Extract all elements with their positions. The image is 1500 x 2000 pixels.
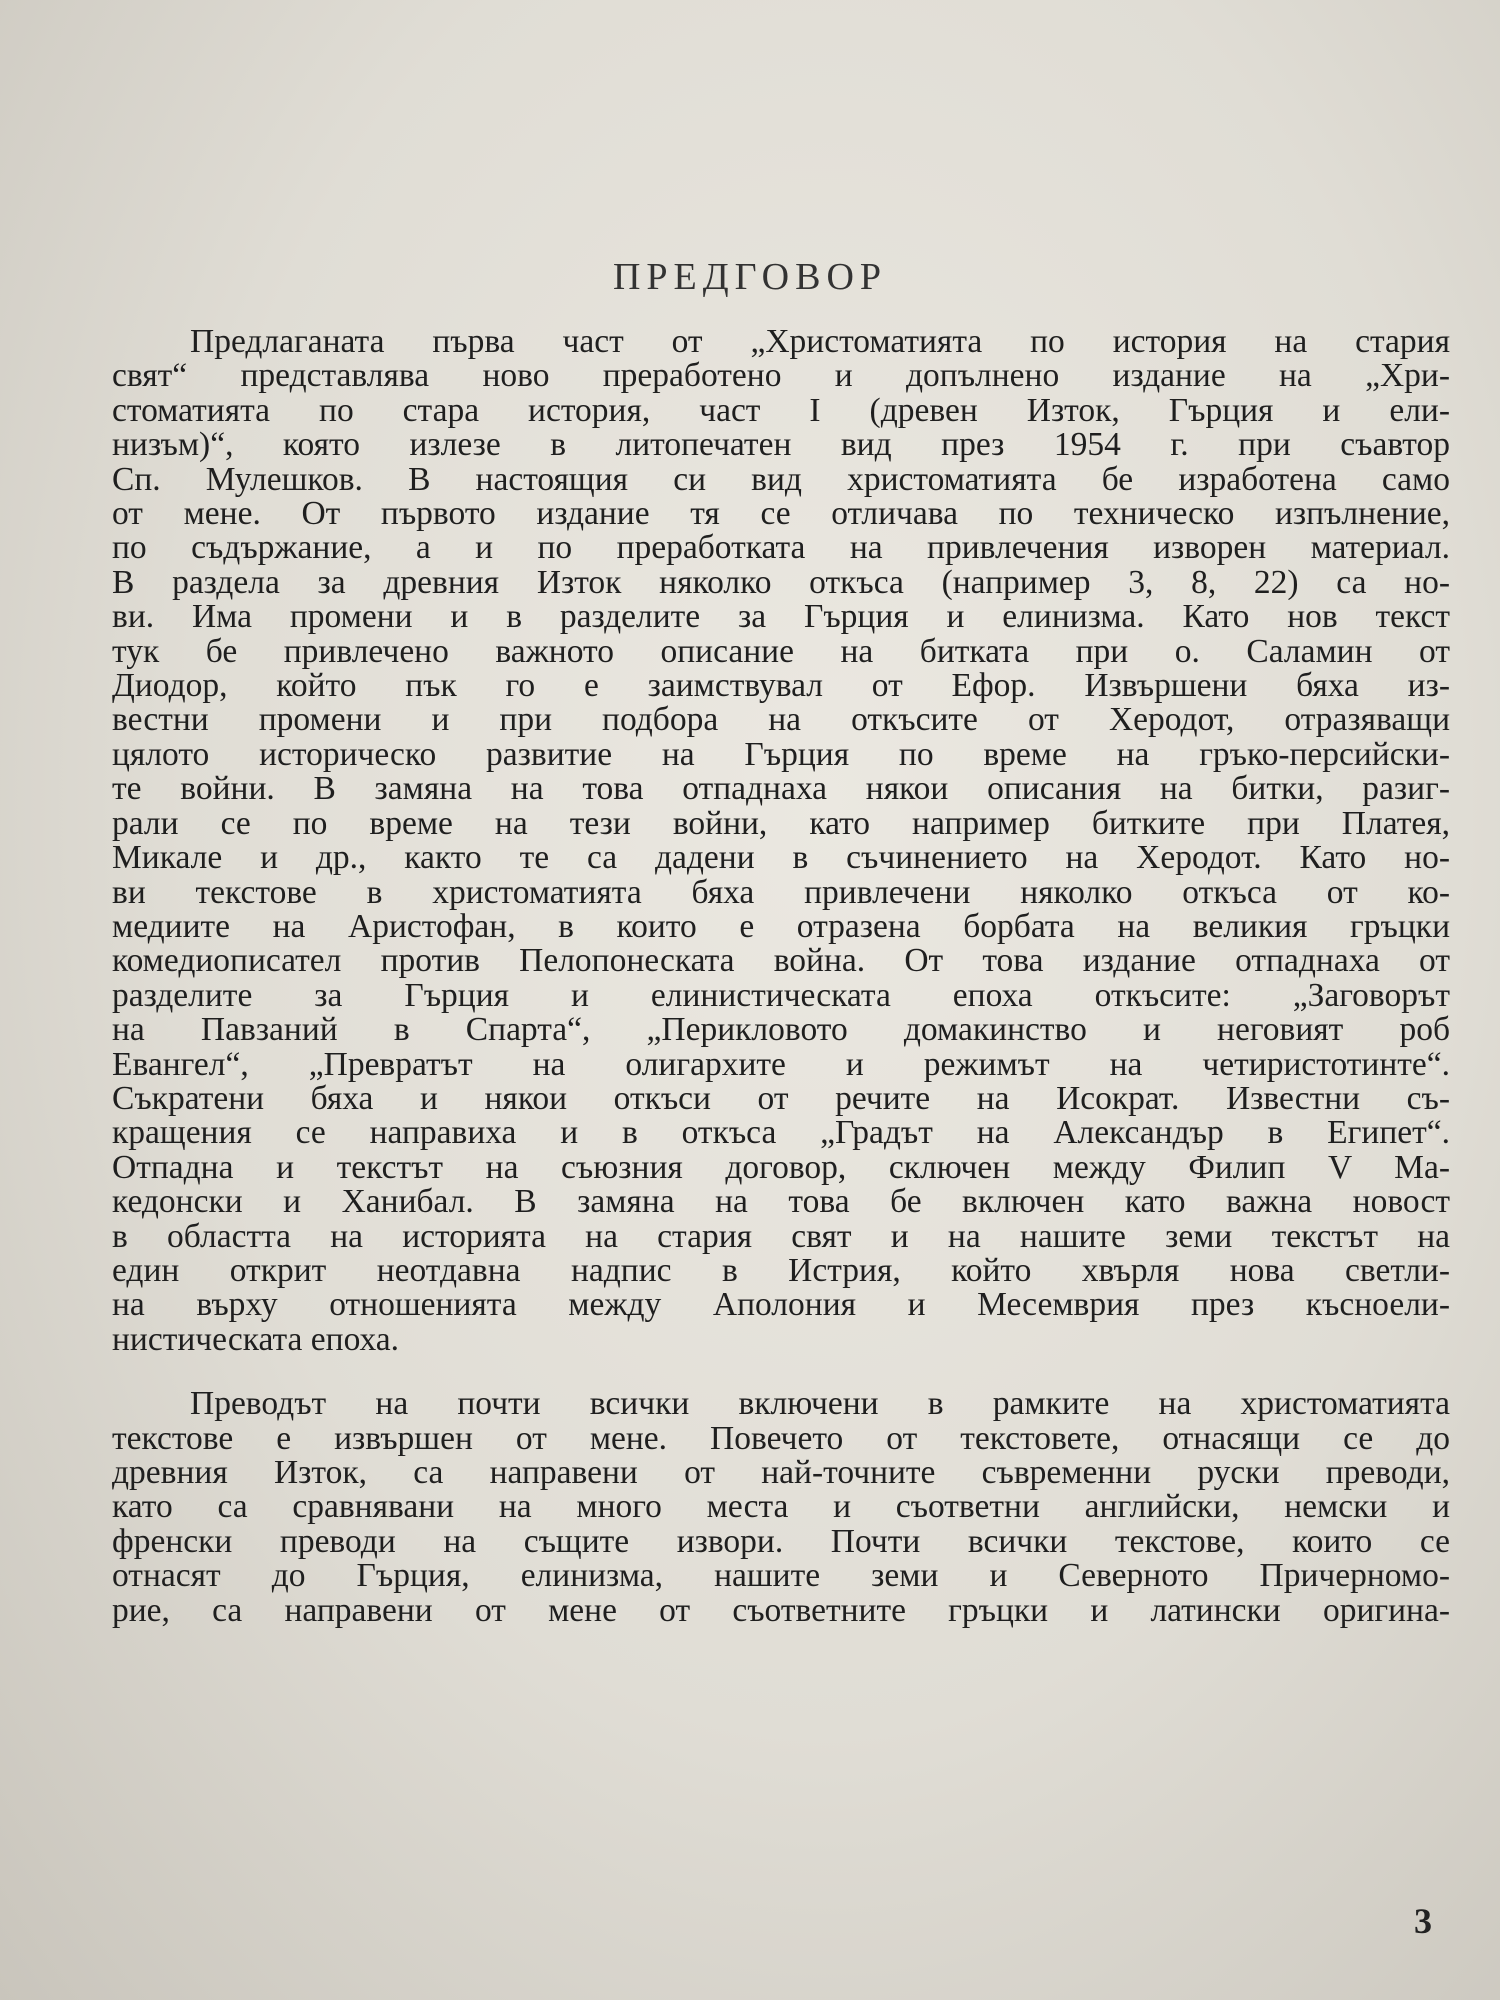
text-line: стоматията по стара история, част I (древен Изток, Гърция и ели- bbox=[112, 393, 1450, 429]
text-line: Предлаганата първа част от „Христоматията по история на стария bbox=[190, 325, 1450, 360]
text-line: Отпадна и текстът на съюзния договор, сключен между Филип V Ма- bbox=[112, 1150, 1450, 1186]
text-line: медиите на Аристофан, в които е отразена борбата на великия гръцки bbox=[112, 909, 1450, 945]
text-line: кращения се направиха и в откъса „Градът на Александър в Египет“. bbox=[112, 1116, 1450, 1151]
text-line: Преводът на почти всички включени в рамките на христоматията bbox=[190, 1387, 1450, 1422]
text-line: от мене. От първото издание тя се отличава по техническо изпълнение, bbox=[112, 497, 1450, 532]
text-line: като са сравнявани на много места и съответни английски, немски и bbox=[112, 1490, 1450, 1525]
text-line: Евангел“, „Превратът на олигархите и режимът на четиристотинте“. bbox=[112, 1047, 1450, 1082]
text-line: Микале и др., както те са дадени в съчинението на Херодот. Като но- bbox=[112, 841, 1450, 876]
text-line: на върху отношенията между Аполония и Месемврия през късноели- bbox=[112, 1288, 1450, 1323]
text-line: ви текстове в христоматията бяха привлечени няколко откъса от ко- bbox=[112, 875, 1450, 910]
text-line: един открит неотдавна надпис в Истрия, който хвърля нова светли- bbox=[112, 1253, 1450, 1289]
page-title: ПРЕДГОВОР bbox=[612, 256, 888, 298]
text-line: вестни промени и при подбора на откъсите от Херодот, отразяващи bbox=[112, 703, 1450, 738]
text-line: рие, са направени от мене от съответните гръцки и латински оригина- bbox=[112, 1593, 1450, 1629]
text-line: те войни. В замяна на това отпаднаха някои описания на битки, разиг- bbox=[112, 772, 1450, 807]
text-line: цялото историческо развитие на Гърция по време на гръко-персийски- bbox=[112, 737, 1450, 773]
text-line: отнасят до Гърция, елинизма, нашите земи и Северното Причерномо- bbox=[112, 1559, 1450, 1594]
text-line: свят“ представлява ново преработено и допълнено издание на „Хри- bbox=[112, 359, 1450, 394]
text-line: Сп. Мулешков. В настоящия си вид христоматията бе изработена само bbox=[112, 462, 1450, 498]
text-line: в областта на историята на стария свят и на нашите земи текстът на bbox=[112, 1219, 1450, 1254]
text-line: тук бе привлечено важното описание на битката при о. Саламин от bbox=[112, 634, 1450, 670]
text-line: разделите за Гърция и елинистическата епоха откъсите: „Заговорът bbox=[112, 978, 1450, 1014]
text-line: рали се по време на тези войни, като например битките при Платея, bbox=[112, 806, 1450, 842]
text-line: текстове е извършен от мене. Повечето от текстовете, отнасящи се до bbox=[112, 1421, 1450, 1456]
text-line: ви. Има промени и в разделите за Гърция и елинизма. Като нов текст bbox=[112, 600, 1450, 635]
body-text bbox=[112, 325, 1450, 1628]
text-line: Съкратени бяха и някои откъси от речите на Исократ. Известни съ- bbox=[112, 1081, 1450, 1117]
text-line: низъм)“, която излезе в литопечатен вид през 1954 г. при съавтор bbox=[112, 428, 1450, 463]
text-line: френски преводи на същите извори. Почти всички текстове, които се bbox=[112, 1524, 1450, 1560]
text-line: В раздела за древния Изток няколко откъса (например 3, 8, 22) са но- bbox=[112, 565, 1450, 601]
text-line: по съдържание, а и по преработката на привлечения изворен материал. bbox=[112, 531, 1450, 566]
text-line: кедонски и Ханибал. В замяна на това бе включен като важна новост bbox=[112, 1185, 1450, 1220]
paragraph-1 bbox=[112, 325, 1450, 1357]
text-line: на Павзаний в Спарта“, „Перикловото домакинство и неговият роб bbox=[112, 1013, 1450, 1048]
text-line: комедиописател против Пелопонеската война. От това издание отпаднаха от bbox=[112, 944, 1450, 979]
page-number: 3 bbox=[1414, 1901, 1432, 1941]
text-line: древния Изток, са направени от най-точните съвременни руски преводи, bbox=[112, 1456, 1450, 1491]
text-line: Диодор, който пък го е заимствувал от Ефор. Извършени бяха из- bbox=[112, 669, 1450, 704]
paragraph-2 bbox=[112, 1387, 1450, 1628]
text-line: нистическата епоха. bbox=[112, 1322, 400, 1358]
paragraph-spacer bbox=[112, 1357, 1450, 1387]
